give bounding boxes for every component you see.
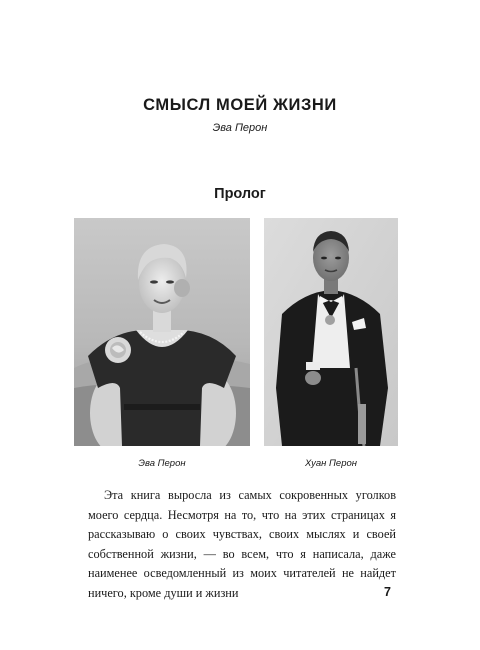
prologue-text	[88, 486, 396, 604]
page-number: 7	[384, 585, 391, 599]
section-title: Пролог	[214, 186, 266, 202]
caption-juan-peron: Хуан Перон	[305, 458, 357, 469]
portrait-juan-peron	[264, 218, 398, 446]
portrait-juan-peron-image	[264, 218, 398, 446]
portrait-eva-peron	[74, 218, 250, 446]
caption-eva-peron: Эва Перон	[138, 458, 186, 469]
book-author: Эва Перон	[212, 122, 268, 134]
prologue-paragraph: Эта книга выросла из самых сокровенных уголков моего сердца. Несмотря на то, что на этих страницах я рассказываю о своих чувствах, своих мыслях и своей собственной жизни, — во всем, что я написала, даже наименее осведомленный из моих читателей не найдет ничего, кроме души и жизни	[88, 488, 396, 600]
book-title: СМЫСЛ МОЕЙ ЖИЗНИ	[143, 96, 337, 114]
portrait-eva-peron-image	[74, 218, 250, 446]
